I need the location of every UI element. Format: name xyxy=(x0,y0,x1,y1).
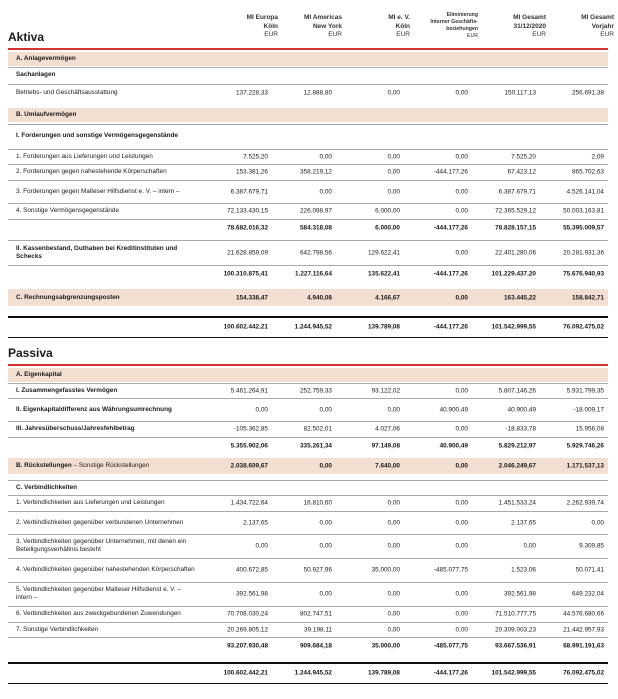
row-label xyxy=(16,586,196,602)
cell-value: 82.502,01 xyxy=(303,425,332,433)
cell-value: 100.310.875,41 xyxy=(223,270,268,278)
table-row xyxy=(8,582,608,605)
cell-value: 50.003.163,81 xyxy=(563,207,604,215)
row-label xyxy=(16,207,119,215)
table-row xyxy=(8,511,608,533)
row-label xyxy=(16,71,55,79)
row-label-text: A. Anlagevermögen xyxy=(16,55,76,62)
row-label-text: 2. Forderungen gegen nahestehende Körperschaften xyxy=(16,168,167,175)
cell-value: 100.602.442,21 xyxy=(223,669,268,677)
subtotal-row xyxy=(8,265,608,282)
row-label-text: B. Rückstellungen xyxy=(16,462,72,469)
cell-value: 0,00 xyxy=(455,626,468,633)
cell-value: 5.807.146,26 xyxy=(498,387,536,394)
cell-value: 158.842,71 xyxy=(572,294,604,301)
row-label xyxy=(16,111,76,119)
cell-value: 2.262.939,74 xyxy=(566,499,604,507)
row-label-sub: – Sonstige Rückstellungen xyxy=(71,462,150,469)
row-label xyxy=(16,484,77,492)
cell-value: 35.000,00 xyxy=(371,642,400,650)
cell-value: 2.046.249,67 xyxy=(498,462,536,470)
cell-value: 0,00 xyxy=(319,542,332,550)
column-header-1 xyxy=(270,14,342,40)
cell-value: 0,00 xyxy=(319,590,332,598)
table-row xyxy=(8,203,608,218)
cell-value: 0,00 xyxy=(319,406,332,413)
cell-value: 1.523,06 xyxy=(511,566,536,574)
cell-value: 135.622,41 xyxy=(368,270,400,278)
column-header-unit: EUR xyxy=(532,31,546,38)
table-row xyxy=(8,383,608,397)
cell-value: 9.309,85 xyxy=(579,542,604,550)
cell-value: 909.684,18 xyxy=(300,642,332,650)
cell-value: 0,00 xyxy=(455,249,468,256)
cell-value: 0,00 xyxy=(387,499,400,507)
column-header-l1: MI Gesamt xyxy=(513,14,546,21)
cell-value: 100.602.442,21 xyxy=(223,323,268,331)
cell-value: 50.071,41 xyxy=(575,566,604,574)
column-header-l2: New York xyxy=(312,22,342,30)
cell-value: 93.667.536,91 xyxy=(495,642,536,650)
table-row xyxy=(8,164,608,179)
row-label xyxy=(16,294,120,302)
row-label-text: 3. Verbindlichkeiten gegenüber Unternehmen, mit denen ein Beteiligungsverhältnis besteht xyxy=(16,538,187,553)
cell-value: 137.228,33 xyxy=(236,89,268,96)
cell-value: 2,09 xyxy=(591,153,604,160)
cell-value: 1.171.537,13 xyxy=(566,462,604,470)
cell-value: 256.691,38 xyxy=(572,89,604,96)
cell-value: 5.461.264,91 xyxy=(230,387,268,394)
table-row xyxy=(8,149,608,163)
cell-value: -444.177,26 xyxy=(433,669,468,677)
row-label-text: A. Eigenkapital xyxy=(16,371,62,378)
column-header-l1: MI e. V. xyxy=(388,14,410,21)
row-label-text: 3. Forderungen gegen Malteser Hilfsdienst e. V. – intern – xyxy=(16,187,180,195)
column-header-unit: EUR xyxy=(396,31,410,38)
cell-value: 0,00 xyxy=(455,89,468,96)
cell-value: 0,00 xyxy=(387,590,400,598)
cell-value: -444.177,26 xyxy=(433,224,468,231)
cell-value: 4.940,08 xyxy=(307,294,332,301)
cell-value: -485.077,75 xyxy=(433,642,468,650)
cell-value: 0,00 xyxy=(455,387,468,394)
cell-value: -485.077,75 xyxy=(433,566,468,574)
row-label xyxy=(16,538,196,554)
cell-value: 6.387.679,71 xyxy=(230,188,268,195)
cell-value: 76.092.475,02 xyxy=(563,323,604,331)
row-label-text: I. Zusammengefasstes Vermögen xyxy=(16,386,118,394)
cell-value: 35.000,00 xyxy=(371,566,400,574)
cell-value: 1.434.722,64 xyxy=(230,499,268,507)
subtotal-row xyxy=(8,664,608,682)
cell-value: -444.177,26 xyxy=(433,168,468,176)
cell-value: 0,00 xyxy=(319,462,332,470)
subtotal-row xyxy=(8,637,608,654)
table-row xyxy=(8,495,608,510)
cell-value: 20.309.003,23 xyxy=(495,626,536,633)
cell-value: 358.219,12 xyxy=(300,168,332,176)
cell-value: 392.561,98 xyxy=(504,590,536,598)
column-header-0 xyxy=(206,14,278,40)
cell-value: 101.542.999,55 xyxy=(491,323,536,331)
cell-value: 6.000,00 xyxy=(375,207,400,215)
cell-value: -18.009,17 xyxy=(573,406,604,413)
cell-value: 1.227.116,64 xyxy=(295,270,332,278)
cell-value: 0,00 xyxy=(455,519,468,526)
column-header-l2: Köln xyxy=(263,22,278,30)
cell-value: 44.576.680,66 xyxy=(563,610,604,618)
cell-value: 67.423,12 xyxy=(507,168,536,176)
table-row xyxy=(8,108,608,122)
cell-value: 93.207.930,48 xyxy=(227,642,268,650)
column-header-l2: Köln xyxy=(395,22,410,30)
row-label xyxy=(16,406,172,414)
row-label-text: 6. Verbindlichkeiten aus zweckgebundenen Zuwendungen xyxy=(16,610,181,617)
cell-value: 0,00 xyxy=(255,406,268,413)
passiva-divider xyxy=(8,364,608,366)
cell-value: 0,00 xyxy=(387,626,400,633)
cell-value: 163.445,22 xyxy=(504,294,536,301)
cell-value: 154.338,47 xyxy=(236,294,268,301)
cell-value: 1.244.945,52 xyxy=(294,669,332,677)
cell-value: 0,00 xyxy=(455,153,468,160)
cell-value: 78.828.157,15 xyxy=(495,224,536,231)
cell-value: 2.137,65 xyxy=(243,519,268,526)
row-label xyxy=(16,153,153,161)
cell-value: -444.177,26 xyxy=(433,323,468,331)
cell-value: 50.927,96 xyxy=(303,566,332,574)
cell-value: 0,00 xyxy=(455,610,468,618)
cell-value: 0,00 xyxy=(455,294,468,301)
cell-value: 4.027,06 xyxy=(375,425,400,433)
cell-value: 7.525,20 xyxy=(511,153,536,160)
cell-value: -105.362,85 xyxy=(233,425,268,433)
cell-value: 7.525,20 xyxy=(243,153,268,160)
cell-value: 55.395.009,57 xyxy=(563,224,604,231)
column-header-unit: EUR xyxy=(264,31,278,38)
row-label xyxy=(16,626,98,634)
row-label xyxy=(16,425,135,433)
cell-value: 0,00 xyxy=(387,610,400,618)
table-row xyxy=(8,421,608,436)
cell-value: 392.561,98 xyxy=(236,590,268,598)
cell-value: -18.833,78 xyxy=(505,425,536,433)
row-label-text: II. Kassenbestand, Guthaben bei Kreditinstituten und Schecks xyxy=(16,244,178,260)
cell-value: 0,00 xyxy=(319,153,332,160)
table-row xyxy=(8,368,608,382)
cell-value: 40.900,49 xyxy=(439,406,468,413)
row-label-text: B. Umlaufvermögen xyxy=(16,111,77,118)
cell-value: 252.759,33 xyxy=(300,387,332,394)
row-label-text: II. Eigenkapitaldifferenz aus Währungsumrechnung xyxy=(16,405,172,413)
cell-value: 72.133.430,15 xyxy=(227,207,268,215)
cell-value: 16.810,60 xyxy=(303,499,332,507)
column-header-3 xyxy=(406,12,478,40)
row-label-text: 2. Verbindlichkeiten gegenüber verbundenen Unternehmen xyxy=(16,518,184,526)
row-label-text: III. Jahresüberschuss/Jahresfehlbetrag xyxy=(16,425,135,432)
cell-value: 0,00 xyxy=(387,542,400,550)
row-label xyxy=(16,499,165,507)
cell-value: 226.098,97 xyxy=(300,207,332,215)
table-row xyxy=(8,622,608,636)
aktiva-title: Aktiva xyxy=(8,30,45,44)
cell-value: 6.387.679,71 xyxy=(498,188,536,195)
cell-value: 0,00 xyxy=(455,462,468,470)
table-row xyxy=(8,67,608,82)
cell-value: 75.676.940,93 xyxy=(563,270,604,278)
row-label-text: Sachanlagen xyxy=(16,71,56,78)
cell-value: 0,00 xyxy=(523,542,536,550)
row-label xyxy=(16,462,149,470)
row-label xyxy=(16,55,76,63)
table-row xyxy=(8,180,608,202)
cell-value: 0,00 xyxy=(319,188,332,195)
cell-value: 40.900,49 xyxy=(507,406,536,413)
table-row xyxy=(8,289,608,306)
row-label xyxy=(16,245,196,261)
cell-value: 5.355.902,06 xyxy=(230,442,268,450)
cell-value: 2.038.609,67 xyxy=(230,462,268,470)
cell-value: 0,00 xyxy=(387,188,400,195)
row-label-text: 1. Forderungen aus Lieferungen und Leistungen xyxy=(16,152,153,160)
cell-value: 76.092.475,02 xyxy=(563,669,604,677)
column-header-l1: Eliminierung xyxy=(446,12,478,18)
cell-value: 642.798,56 xyxy=(300,249,332,256)
cell-value: 0,00 xyxy=(387,168,400,176)
cell-value: 15.956,08 xyxy=(575,425,604,433)
row-label xyxy=(16,610,181,618)
column-header-l2: Interner Geschäfts- xyxy=(430,19,478,25)
row-label xyxy=(16,89,118,97)
row-label xyxy=(16,387,117,395)
row-label-text: 4. Sonstige Vermögensgegenstände xyxy=(16,207,120,214)
cell-value: 72.365.529,12 xyxy=(495,207,536,215)
cell-value: 0,00 xyxy=(455,499,468,507)
cell-value: 78.682.016,32 xyxy=(227,224,268,231)
table-row xyxy=(8,558,608,581)
cell-value: 153.381,26 xyxy=(236,168,268,176)
cell-value: 0,00 xyxy=(455,425,468,433)
cell-value: 20.269.805,12 xyxy=(227,626,268,633)
row-label xyxy=(16,132,178,140)
table-row xyxy=(8,534,608,557)
cell-value: 1.451.533,24 xyxy=(498,499,536,507)
subtotal-row xyxy=(8,318,608,336)
cell-value: 649.232,04 xyxy=(572,590,604,598)
cell-value: 139.789,08 xyxy=(368,669,400,677)
cell-value: 2.137,65 xyxy=(511,519,536,526)
column-header-l1: MI Americas xyxy=(303,14,342,21)
cell-value: 40.900,49 xyxy=(439,442,468,450)
row-label-text: C. Verbindlichkeiten xyxy=(16,483,78,491)
cell-value: 6.000,00 xyxy=(375,224,400,231)
grand-total-underline xyxy=(8,683,608,684)
cell-value: 71.510.777,75 xyxy=(495,610,536,618)
cell-value: 68.991.191,63 xyxy=(563,642,604,650)
cell-value: 335.261,34 xyxy=(300,442,332,450)
cell-value: 0,00 xyxy=(455,590,468,598)
subtotal-row xyxy=(8,437,608,454)
cell-value: 802.747,51 xyxy=(300,610,332,618)
cell-value: 400.672,85 xyxy=(236,566,268,574)
cell-value: 97.149,08 xyxy=(371,442,400,450)
column-header-4 xyxy=(474,14,546,40)
cell-value: 101.542.999,55 xyxy=(491,669,536,677)
cell-value: 0,00 xyxy=(455,207,468,215)
cell-value: 22.401.280,06 xyxy=(495,249,536,256)
cell-value: 93.122,02 xyxy=(371,387,400,394)
table-row xyxy=(8,398,608,420)
cell-value: 129.622,41 xyxy=(368,249,400,256)
cell-value: 0,00 xyxy=(387,519,400,526)
row-label-text: Betriebs- und Geschäftsausstattung xyxy=(16,88,118,96)
cell-value: -444.177,26 xyxy=(433,270,468,278)
cell-value: 70.708.030,24 xyxy=(227,610,268,618)
column-header-2 xyxy=(338,14,410,40)
cell-value: 5.929.746,26 xyxy=(566,442,604,450)
row-label xyxy=(16,168,167,176)
row-label xyxy=(16,371,62,379)
column-header-l1: MI Europa xyxy=(246,14,278,21)
cell-value: 4.526.141,04 xyxy=(566,188,604,195)
cell-value: 5.829.212,97 xyxy=(498,442,536,450)
row-label xyxy=(16,188,180,196)
aktiva-divider xyxy=(8,48,608,50)
column-header-l2: Vorjahr xyxy=(591,22,614,30)
cell-value: 0,00 xyxy=(319,519,332,526)
row-label xyxy=(16,566,195,574)
cell-value: 12.888,80 xyxy=(303,89,332,96)
cell-value: 150.117,13 xyxy=(504,89,536,96)
cell-value: 21.628.859,09 xyxy=(227,249,268,256)
cell-value: 21.442.957,93 xyxy=(563,626,604,633)
cell-value: 0,00 xyxy=(591,519,604,526)
row-label-text: 5. Verbindlichkeiten gegenüber Malteser Hilfsdienst e. V. – intern – xyxy=(16,586,181,601)
column-header-l2: 31/12/2020 xyxy=(513,22,546,30)
cell-value: 0,00 xyxy=(255,542,268,550)
subtotal-row xyxy=(8,219,608,235)
cell-value: 0,00 xyxy=(455,542,468,550)
column-header-l3: beziehungen xyxy=(446,26,478,32)
cell-value: 584.318,08 xyxy=(300,224,332,231)
cell-value: 20.281.931,36 xyxy=(563,249,604,256)
cell-value: 0,00 xyxy=(387,89,400,96)
table-row xyxy=(8,606,608,621)
column-header-unit: EUR xyxy=(600,31,614,38)
passiva-title: Passiva xyxy=(8,346,53,360)
column-header-5 xyxy=(542,14,614,40)
table-row xyxy=(8,240,608,264)
row-label-text: C. Rechnungsabgrenzungsposten xyxy=(16,293,120,301)
table-row xyxy=(8,84,608,100)
grand-total-underline xyxy=(8,337,608,338)
row-label-text: I. Forderungen und sonstige Vermögensgegenstände xyxy=(16,131,178,139)
cell-value: 7.640,00 xyxy=(375,462,400,470)
cell-value: 5.931.799,35 xyxy=(566,387,604,394)
cell-value: 1.244.945,52 xyxy=(294,323,332,331)
table-row xyxy=(8,480,608,494)
row-label-text: 4. Verbindlichkeiten gegenüber nahestehenden Körperschaften xyxy=(16,566,195,573)
row-label xyxy=(16,519,183,527)
table-row xyxy=(8,458,608,474)
cell-value: 39.198,11 xyxy=(304,626,332,633)
row-label-text: 7. Sonstige Verbindlichkeiten xyxy=(16,625,99,633)
cell-value: 865.702,63 xyxy=(572,168,604,176)
row-label-text: 1. Verbindlichkeiten aus Lieferungen und Leistungen xyxy=(16,499,165,506)
cell-value: 0,00 xyxy=(387,406,400,413)
column-header-l1: MI Gesamt xyxy=(581,14,614,21)
cell-value: 0,00 xyxy=(387,153,400,160)
column-header-unit: EUR xyxy=(328,31,342,38)
table-row xyxy=(8,52,608,66)
table-row xyxy=(8,124,608,146)
cell-value: 4.166,67 xyxy=(375,294,400,301)
cell-value: 0,00 xyxy=(455,188,468,195)
column-header-unit: EUR xyxy=(467,33,478,39)
cell-value: 101.229.437,20 xyxy=(491,270,536,278)
cell-value: 139.789,08 xyxy=(368,323,400,331)
